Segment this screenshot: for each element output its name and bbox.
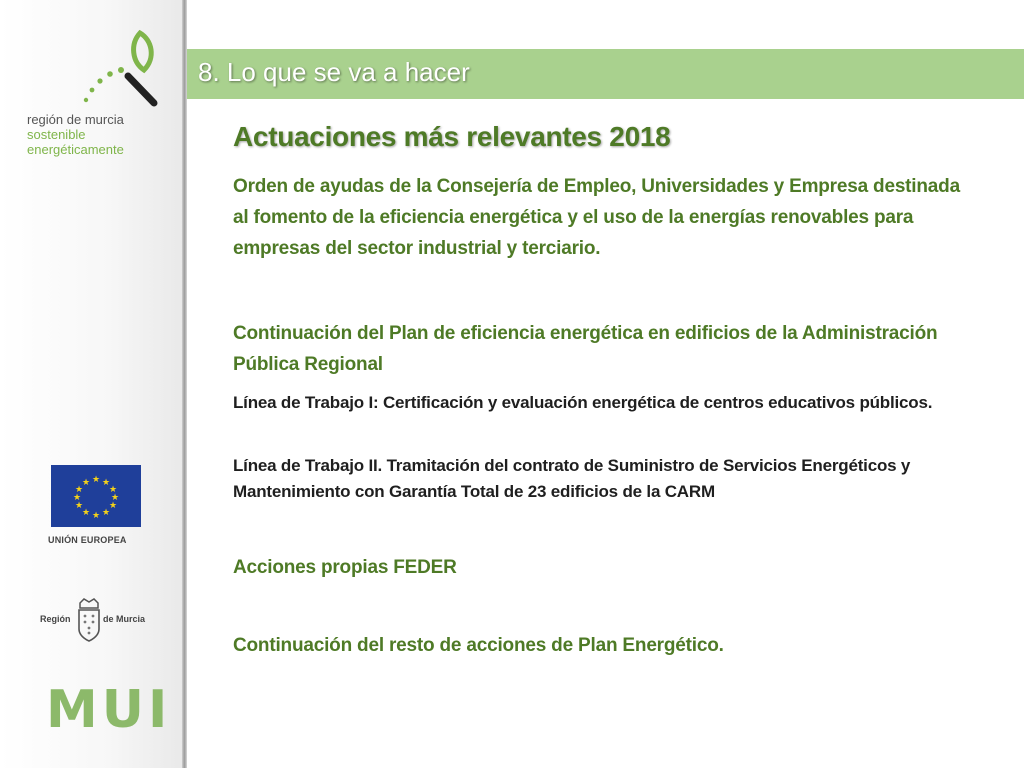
eu-flag-icon [51, 465, 141, 527]
crest-icon [76, 597, 102, 643]
leaf-logo-icon [70, 28, 170, 118]
svg-text:★: ★ [91, 475, 101, 485]
svg-text:★: ★ [81, 508, 91, 518]
svg-text:★: ★ [81, 478, 91, 488]
svg-text:★: ★ [101, 508, 111, 518]
eu-label: UNIÓN EUROPEA [48, 535, 127, 545]
paragraph-linea-trabajo-2: Línea de Trabajo II. Tramitación del contrato de Suministro de Servicios Energéticos y Mantenimiento con Garantía Total de 23 edificios de la CARM [233, 456, 911, 501]
svg-text:★: ★ [72, 493, 82, 503]
paragraph-orden-ayudas: Orden de ayudas de la Consejería de Empleo, Universidades y Empresa destinada al fomento de la eficiencia energética y el uso de la energías renovables para empresas del sector industrial y terciario. [233, 176, 960, 259]
murcia-label-left: Región [40, 614, 71, 624]
svg-text:★: ★ [74, 485, 84, 495]
section-title: Actuaciones más relevantes 2018 [233, 121, 671, 152]
logo-line-energeticamente: energéticamente [27, 142, 124, 157]
svg-text:★: ★ [101, 478, 111, 488]
logo-line-region: región de murcia [27, 112, 124, 127]
svg-text:★: ★ [110, 493, 120, 503]
region-murcia-logo [27, 112, 177, 157]
svg-text:★: ★ [91, 511, 101, 521]
sidebar-divider [182, 0, 187, 768]
paragraph-linea-trabajo-1: Línea de Trabajo I: Certificación y evaluación energética de centros educativos públicos. [233, 393, 933, 412]
svg-text:★: ★ [108, 485, 118, 495]
logo-line-sostenible: sostenible [27, 127, 86, 142]
svg-text:★: ★ [74, 501, 84, 511]
paragraph-plan-eficiencia: Continuación del Plan de eficiencia energética en edificios de la Administración Pública Regional [233, 323, 938, 375]
slide-title: 8. Lo que se va a hacer [198, 57, 470, 87]
murcia-label-right: de Murcia [103, 614, 146, 624]
svg-text:★: ★ [108, 501, 118, 511]
paragraph-acciones-feder: Acciones propias FEDER [233, 557, 457, 578]
header-bar [187, 49, 1024, 99]
paragraph-plan-energetico: Continuación del resto de acciones de Plan Energético. [233, 635, 724, 656]
mui-logo: MUI [46, 680, 172, 740]
sidebar [0, 0, 183, 768]
